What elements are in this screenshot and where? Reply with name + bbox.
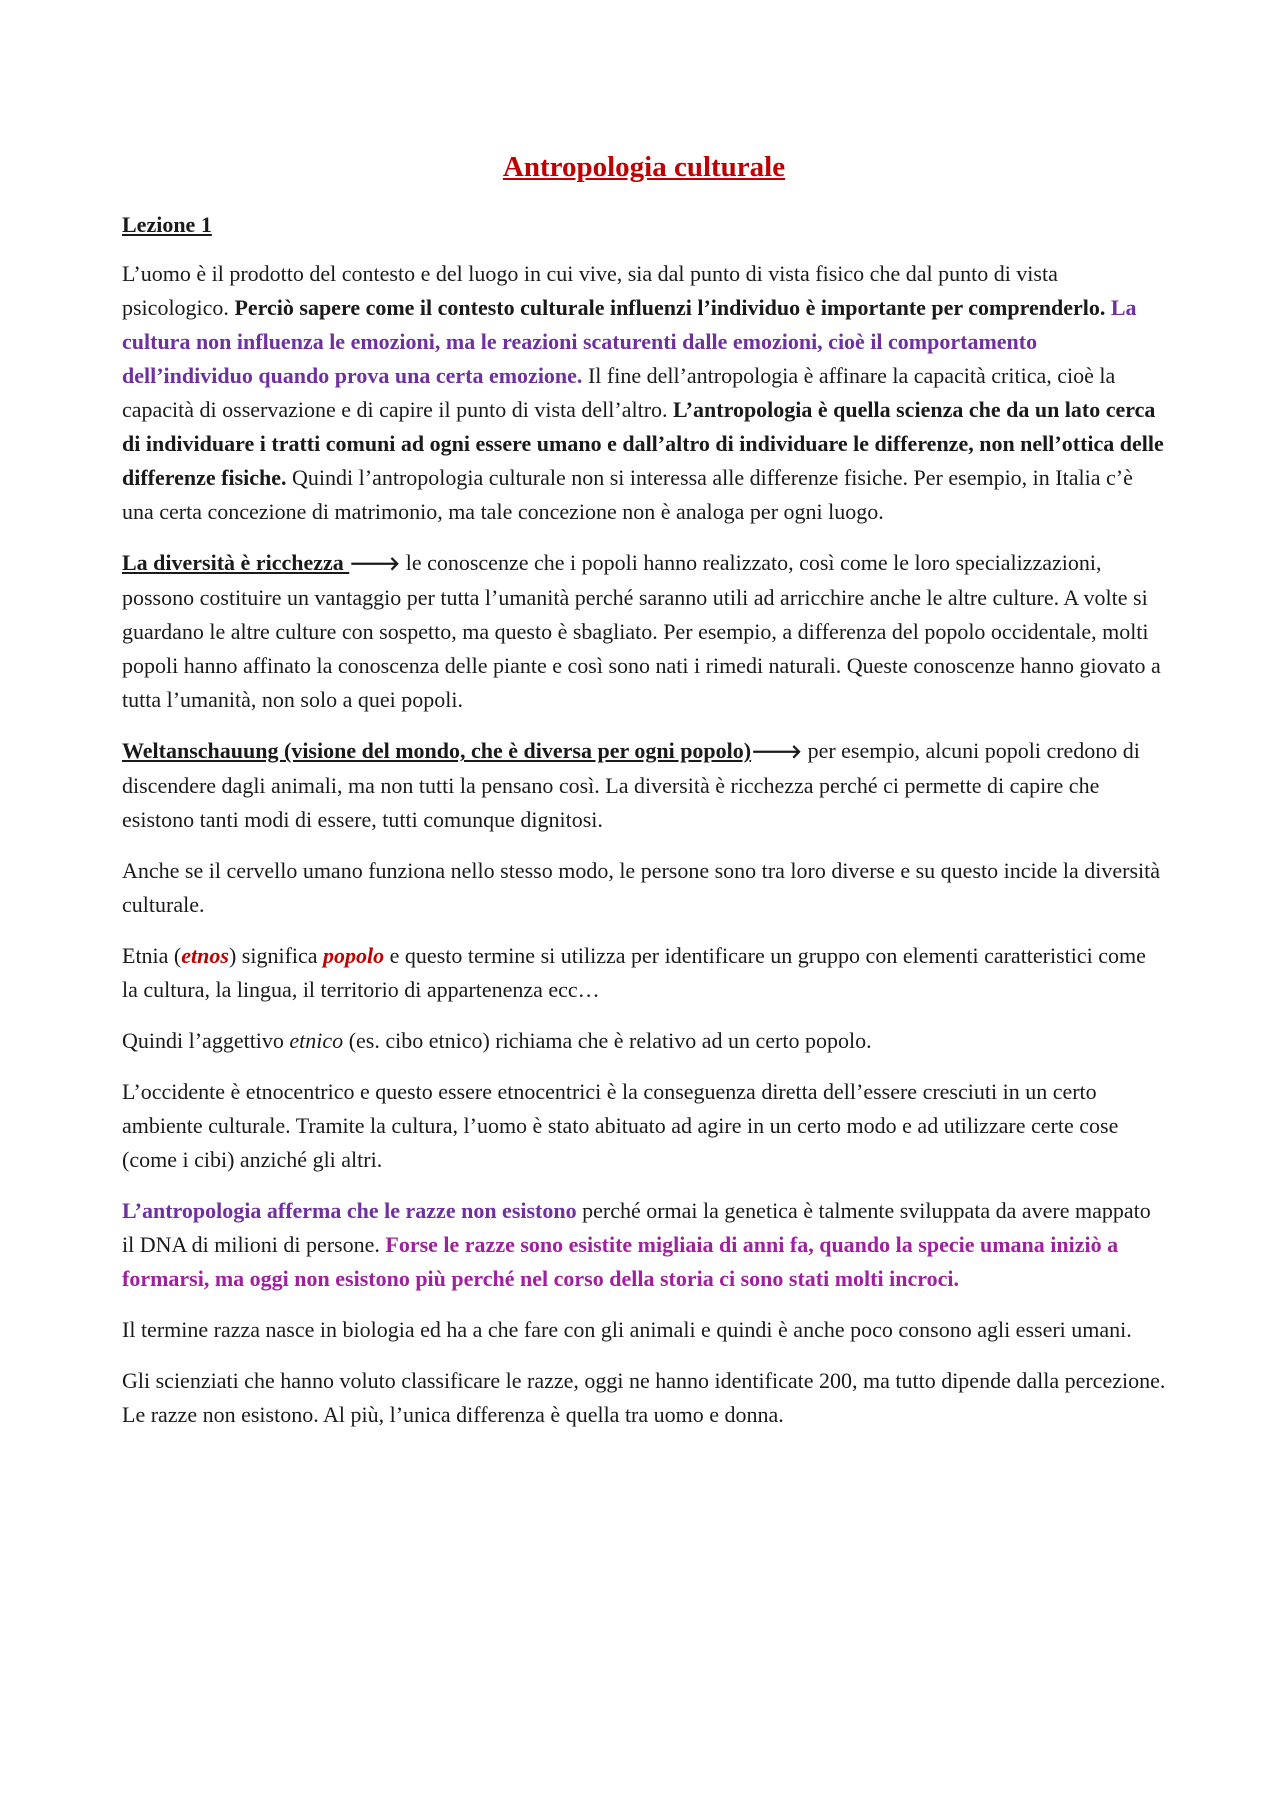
document-page [122,150,1166,1449]
paragraph-diversita [122,546,1166,717]
intro-text-3: Quindi l’antropologia culturale non si interessa alle differenze fisiche. Per esempio, in Italia c’è una certa concezione di matrimonio, ma tale concezione non è analoga per ogni luogo. [122,465,1133,525]
popolo-term: popolo [323,943,385,969]
etnico-term: etnico [289,1028,344,1054]
paragraph-weltanschauung [122,734,1166,837]
weltanschauung-text: per esempio, alcuni popoli credono di discendere dagli animali, ma non tutti la pensano così. La diversità è ricchezza perché ci permette di capire che esistono tanti modi di essere, tutti comunque dignitosi. [122,738,1140,833]
intro-bold-1: Perciò sapere come il contesto culturale influenzi l’individuo è importante per comprenderlo. [234,295,1106,321]
intro-text-2: Il fine dell’antropologia è affinare la capacità critica, cioè la capacità di osservazione e di capire il punto di vista dell’altro. [122,363,1116,423]
paragraph-cervello: Anche se il cervello umano funziona nello stesso modo, le persone sono tra loro diverse e su questo incide la diversità culturale. [122,858,1160,918]
page-title: Antropologia culturale [502,151,786,183]
paragraph-etnia [122,939,1166,1007]
lesson-heading: Lezione 1 [122,211,212,237]
etnico-text-2: (es. cibo etnico) richiama che è relativo ad un certo popolo. [343,1028,872,1054]
paragraph-scienziati: Gli scienziati che hanno voluto classificare le razze, oggi ne hanno identificate 200, ma tutto dipende dalla percezione. Le razze non esistono. Al più, l’unica differenza è quella tra uomo e donna. [122,1368,1166,1428]
arrow-icon: 🡒 [349,553,401,576]
etnico-text-1: Quindi l’aggettivo [122,1028,290,1054]
diversita-text: le conoscenze che i popoli hanno realizzato, così come le loro specializzazioni, possono costituire un vantaggio per tutta l’umanità perché saranno utili ad arricchire anche le altre culture. A volte si guardano le altre culture con sospetto, ma questo è sbagliato. Per esempio, a differenza del popolo occidentale, molti popoli hanno affinato la conoscenza delle piante e così sono nati i rimedi naturali. Queste conoscenze hanno giovato a tutta l’umanità, non solo a quei popoli. [122,550,1161,713]
weltanschauung-heading: Weltanschauung (visione del mondo, che è diversa per ogni popolo) [122,738,752,764]
diversita-heading: La diversità è ricchezza [122,550,350,576]
etnia-text-1: Etnia ( [122,943,182,969]
paragraph-intro [122,257,1166,529]
etnia-text-3: e questo termine si utilizza per identificare un gruppo con elementi caratteristici come la cultura, la lingua, il territorio di appartenenza ecc… [122,943,1146,1003]
intro-text-1: L’uomo è il prodotto del contesto e del luogo in cui vive, sia dal punto di vista fisico che dal punto di vista psicologico. [122,261,1058,321]
intro-colored-1: La cultura non influenza le emozioni, ma le reazioni scaturenti dalle emozioni, cioè il comportamento dell’individuo quando prova una certa emozione. [122,295,1137,389]
paragraph-razze [122,1194,1166,1296]
etnos-term: etnos [181,943,229,969]
razze-colored-1: L’antropologia afferma che le razze non esistono [122,1198,577,1224]
razze-text-1: perché ormai la genetica è talmente sviluppata da avere mappato il DNA di milioni di persone. [122,1198,1151,1258]
razze-colored-2: Forse le razze sono esistite migliaia di anni fa, quando la specie umana iniziò a formarsi, ma oggi non esistono più perché nel corso della storia ci sono stati molti incroci. [122,1232,1119,1292]
paragraph-etnico [122,1024,1166,1058]
etnia-text-2: ) significa [228,943,324,969]
intro-bold-2: L’antropologia è quella scienza che da un lato cerca di individuare i tratti comuni ad ogni essere umano e dall’altro di individuare le differenze, non nell’ottica delle differenze fisiche. [122,397,1164,491]
paragraph-occidente: L’occidente è etnocentrico e questo essere etnocentrici è la conseguenza diretta dell’essere cresciuti in un certo ambiente culturale. Tramite la cultura, l’uomo è stato abituato ad agire in un certo modo e ad utilizzare certe cose (come i cibi) anziché gli altri. [122,1079,1119,1173]
paragraph-termine-razza: Il termine razza nasce in biologia ed ha a che fare con gli animali e quindi è anche poco consono agli esseri umani. [122,1317,1132,1343]
arrow-icon: 🡒 [751,741,803,764]
